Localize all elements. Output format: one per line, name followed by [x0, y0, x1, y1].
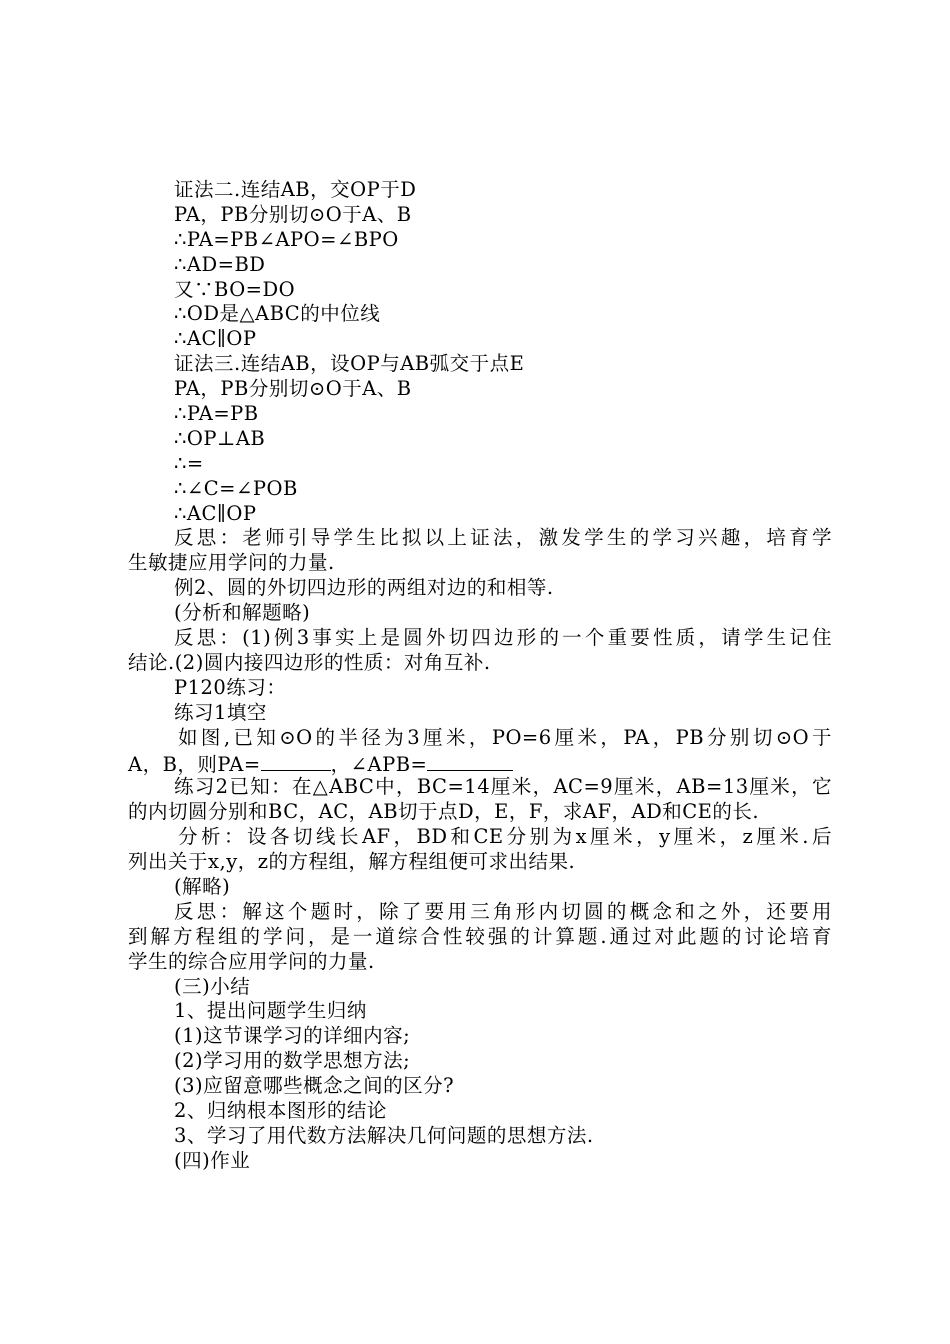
line-text: ∴AC∥OP [174, 327, 257, 351]
text-line [128, 302, 832, 327]
text-line [128, 327, 832, 352]
line-text: P120练习： [174, 675, 287, 699]
text-line [128, 1049, 832, 1074]
text-line [128, 402, 832, 427]
text-line [128, 452, 832, 477]
line-text: ∴∠C=∠POB [174, 476, 298, 500]
line-text: PA，PB分别切⊙O于A、B [174, 202, 412, 226]
text-line [128, 825, 832, 850]
text-line [128, 477, 832, 502]
text-line [128, 850, 832, 875]
line-text: 又∵BO=DO [174, 277, 296, 301]
line-text: (三)小结 [174, 974, 251, 998]
line-text: ∴OD是△ABC的中位线 [174, 302, 381, 326]
text-line [128, 875, 832, 900]
line-text: 反思：解这个题时，除了要用三角形内切圆的概念和之外，还要用 [174, 899, 832, 923]
line-text: ∴AC∥OP [174, 501, 257, 525]
line-text: 结论.(2)圆内接四边形的性质：对角互补. [128, 650, 491, 674]
text-line [128, 228, 832, 253]
line-text: (1)这节课学习的详细内容; [174, 1024, 411, 1048]
line-text: (解略) [174, 874, 231, 898]
text-line [128, 900, 832, 925]
line-text: 证法三.连结AB，设OP与AB弧交于点E [174, 352, 525, 376]
text-line [128, 1074, 832, 1099]
text-line [128, 1124, 832, 1149]
line-text: 如图,已知⊙O的半径为3厘米，PO=6厘米，PA，PB分别切⊙O于 [178, 725, 832, 749]
text-line [128, 1024, 832, 1049]
line-text: 证法二.连结AB，交OP于D [174, 178, 417, 201]
text-line [128, 626, 832, 651]
text-line [128, 800, 832, 825]
text-line [128, 551, 832, 576]
text-line [128, 726, 832, 751]
line-text: 反思：老师引导学生比拟以上证法，激发学生的学习兴趣，培育学 [174, 526, 832, 550]
text-line [128, 701, 832, 726]
line-text: ∴AD=BD [174, 252, 266, 276]
line-text: 练习1填空 [174, 700, 267, 724]
answer-blank-pa [261, 750, 331, 771]
text-line [128, 676, 832, 701]
line-text: 练习2已知：在△ABC中，BC=14厘米，AC=9厘米，AB=13厘米，它 [174, 775, 832, 799]
text-line [128, 651, 832, 676]
line-text: 分析：设各切线长AF，BD和CE分别为x厘米，y厘米，z厘米.后 [178, 825, 832, 849]
line-text: 例2、圆的外切四边形的两组对边的和相等. [174, 576, 554, 600]
line-text: ∴OP⊥AB [174, 426, 266, 450]
line-text: (分析和解题略) [174, 601, 311, 625]
text-line [128, 352, 832, 377]
text-line [128, 950, 832, 975]
text-line [128, 377, 832, 402]
text-line [128, 576, 832, 601]
line-text: ∴= [174, 451, 204, 475]
line-text: PA，PB分别切⊙O于A、B [174, 377, 412, 401]
line-text: 学生的综合应用学问的力量. [128, 949, 375, 973]
answer-blank-apb [427, 750, 513, 771]
text-line [128, 178, 832, 203]
line-text: (3)应留意哪些概念之间的区分? [174, 1074, 455, 1098]
text-line [128, 925, 832, 950]
text-line [128, 427, 832, 452]
text-line [128, 601, 832, 626]
line-text: ∴PA=PB∠APO=∠BPO [174, 227, 399, 251]
line-text: 1、提出问题学生归纳 [174, 999, 367, 1023]
line-text: 反思：(1)例3事实上是圆外切四边形的一个重要性质，请学生记住 [174, 626, 832, 650]
text-line [128, 750, 832, 775]
text-line [128, 526, 832, 551]
line-text: 2、归纳根本图形的结论 [174, 1098, 387, 1122]
text-line [128, 278, 832, 303]
text-line [128, 502, 832, 527]
text-line [128, 999, 832, 1024]
line-text: 列出关于x,y，z的方程组，解方程组便可求出结果. [128, 850, 576, 874]
line-text-mid: ，∠APB= [330, 753, 428, 777]
document-body [128, 178, 832, 1174]
text-line [128, 203, 832, 228]
text-line [128, 1099, 832, 1124]
line-text: (2)学习用的数学思想方法; [174, 1049, 411, 1073]
line-text: A，B，则PA= [128, 753, 261, 777]
text-line [128, 1149, 832, 1174]
text-line [128, 975, 832, 1000]
line-text: 的内切圆分别和BC，AC，AB切于点D，E，F，求AF，AD和CE的长. [128, 800, 760, 824]
line-text: ∴PA=PB [174, 402, 259, 426]
text-line [128, 775, 832, 800]
line-text: 到解方程组的学问，是一道综合性较强的计算题.通过对此题的讨论培育 [128, 924, 832, 948]
line-text: (四)作业 [174, 1148, 251, 1172]
line-text: 3、学习了用代数方法解决几何问题的思想方法. [174, 1123, 594, 1147]
line-text: 生敏捷应用学问的力量. [128, 551, 335, 575]
text-line [128, 253, 832, 278]
